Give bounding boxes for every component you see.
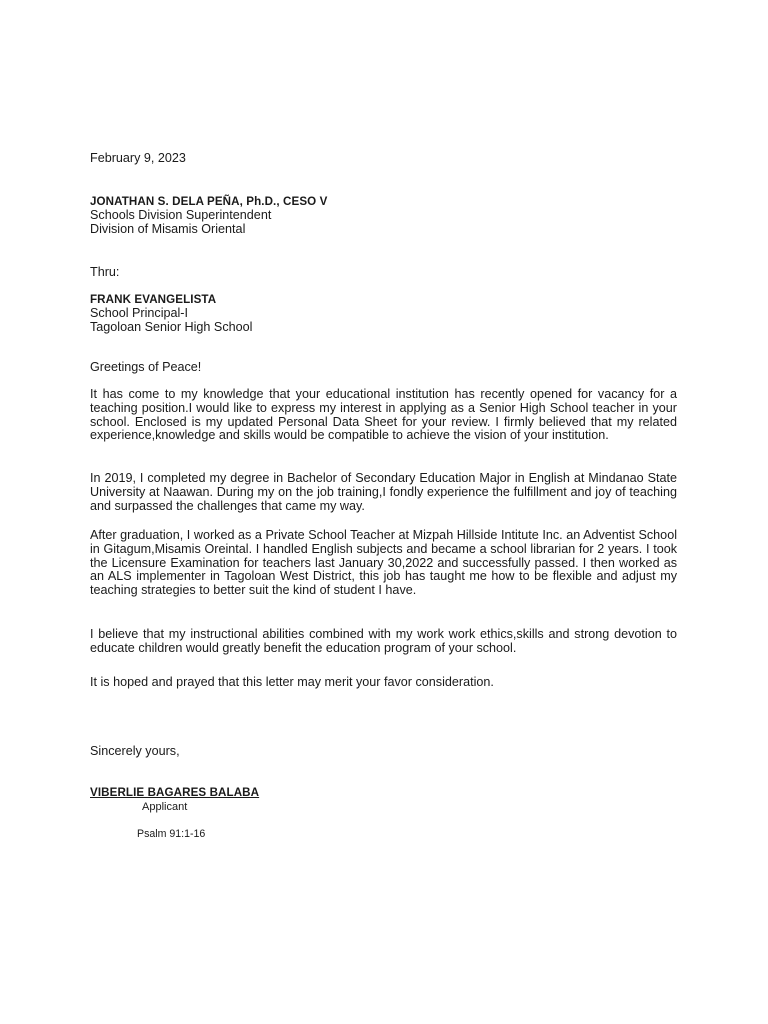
sender-name: VIBERLIE BAGARES BALABA [90,786,260,799]
thru-label: Thru: [90,265,120,279]
greeting: Greetings of Peace! [90,360,202,374]
sender-role: Applicant [142,801,188,813]
body-paragraph: I believe that my instructional abilities combined with my work work ethics,skills and strong devotion to educate children would greatly benefit the education program of your school. [90,627,677,655]
body-paragraph: After graduation, I worked as a Private School Teacher at Mizpah Hillside Intitute Inc. an Adventist School in Gitagum,Misamis Oreintal. I handled English subjects and became a school librarian for 2 years. I took the Licensure Examination for teachers last January 30,2022 and successfully passed. I then worked as an ALS implementer in Tagoloan West District, this job has taught me how to be flexible and adjust my teaching strategies to better suit the kind of student I have. [90,528,677,598]
body-paragraph: It has come to my knowledge that your educational institution has recently opened for vacancy for a teaching position.I would like to express my interest in applying as a Senior High School teacher in your school. Enclosed is my updated Personal Data Sheet for your review. I firmly believed that my related experience,knowledge and skills would be compatible to achieve the vision of your institution. [90,387,677,443]
thru-school: Tagoloan Senior High School [90,320,253,334]
recipient-name: JONATHAN S. DELA PEÑA, Ph.D., CESO V [90,195,328,208]
recipient-title: Schools Division Superintendent [90,208,272,222]
thru-title: School Principal-I [90,306,188,320]
thru-name: FRANK EVANGELISTA [90,293,217,306]
body-paragraph: It is hoped and prayed that this letter may merit your favor consideration. [90,675,494,689]
body-paragraph: In 2019, I completed my degree in Bachelor of Secondary Education Major in English at Mindanao State University at Naawan. During my on the job training,I fondly experience the fulfillment and joy of teaching and surpassed the challenges that came my way. [90,471,677,513]
letter-date: February 9, 2023 [90,151,186,165]
sender-verse: Psalm 91:1-16 [137,828,206,840]
closing: Sincerely yours, [90,744,180,758]
recipient-office: Division of Misamis Oriental [90,222,246,236]
